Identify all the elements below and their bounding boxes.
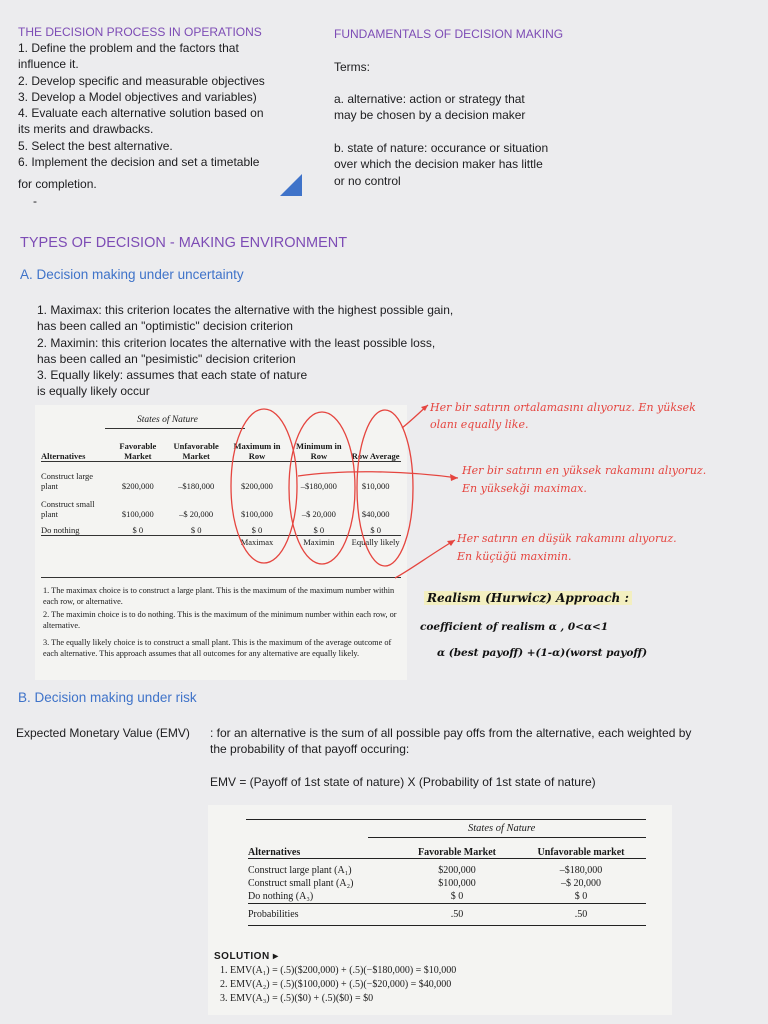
process-step: 5. Select the best alternative. <box>18 138 173 153</box>
process-step: 6. Implement the decision and set a timetable <box>18 155 260 170</box>
col-header: Maximum in Row <box>233 440 281 461</box>
criteria-line: 3. Equally likely: assumes that each state of nature <box>37 368 308 383</box>
note-line: En küçüğü maximin. <box>457 550 572 563</box>
process-step: for completion. <box>18 177 97 192</box>
cell: $ 0 <box>251 524 263 535</box>
cell: $ 0 <box>450 890 464 902</box>
table-row <box>41 519 401 535</box>
realism-coefficient: coefficient of realism α , 0<α<1 <box>420 621 609 633</box>
note-line: En yüksekği maximax. <box>462 482 587 495</box>
environment-title: TYPES OF DECISION - MAKING ENVIRONMENT <box>20 235 348 251</box>
cell: –$180,000 <box>300 481 337 491</box>
note-average <box>430 399 696 433</box>
cell: Construct small plant <box>41 499 95 519</box>
col-header: Row Average <box>351 450 400 461</box>
probability-row <box>248 907 646 921</box>
emv-formula: EMV = (Payoff of 1st state of nature) X (Probability of 1st state of nature) <box>210 775 596 789</box>
solution-line: 1. EMV(A₁) = (.5)($200,000) + (.5)(−$180,000) = $10,000 <box>220 965 457 976</box>
solution-line: 3. EMV(A₃) = (.5)($0) + (.5)($0) = $0 <box>220 993 374 1004</box>
table-header-row <box>248 840 646 858</box>
cell: $40,000 <box>361 509 390 519</box>
decision-table-scan <box>35 405 407 680</box>
cell: $200,000 <box>438 865 476 876</box>
dash: - <box>33 194 37 208</box>
arrow-max-head <box>450 474 458 481</box>
term-state-of-nature <box>334 140 548 189</box>
cell: –$ 20,000 <box>561 878 601 889</box>
note: 3. The equally likely choice is to construct a small plant. This is the maximum of the average outcome of each alternative. This approach assumes that all outcomes for any alternative are equally likely. <box>43 638 392 658</box>
note: 1. The maximax choice is to construct a large plant. This is the maximum of the maximum number within each row, or alternative. <box>43 586 395 606</box>
cell: –$180,000 <box>178 481 215 491</box>
cell: $10,000 <box>361 481 390 491</box>
emv-definition <box>210 725 750 758</box>
process-step: 4. Evaluate each alternative solution based on <box>18 106 264 121</box>
process-step: influence it. <box>18 57 79 72</box>
cell: $100,000 <box>121 509 154 519</box>
cell: $100,000 <box>241 509 273 519</box>
term-alternative <box>334 91 525 124</box>
emv-table <box>248 840 646 926</box>
cell: –$ 20,000 <box>301 509 336 519</box>
table-row <box>248 890 646 903</box>
table-row <box>41 491 401 519</box>
cell: Probabilities <box>248 908 299 920</box>
col-header: Unfavorable market <box>537 846 625 858</box>
realism-formula: α (best payoff) +(1-α)(worst payoff) <box>437 647 648 659</box>
emv-label: Expected Monetary Value (EMV) <box>16 726 190 740</box>
table-notes <box>43 585 401 659</box>
col-header: Alternatives <box>41 450 86 461</box>
table-row <box>248 877 646 890</box>
arrow-avg-head <box>421 405 428 411</box>
term-line: or no control <box>334 173 401 188</box>
process-title: THE DECISION PROCESS IN OPERATIONS <box>18 25 262 39</box>
criteria-line: has been called an "pesimistic" decision criterion <box>37 351 296 366</box>
states-label: States of Nature <box>137 415 198 425</box>
cell: Construct small plant (A₂) <box>248 878 354 889</box>
col-header: Alternatives <box>248 846 301 858</box>
cell: Construct large plant (A₁) <box>248 865 352 876</box>
decision-table <box>41 431 401 551</box>
cell: –$180,000 <box>559 865 603 876</box>
note-line: Her bir satırın en yüksek rakamını alıyoruz. <box>462 464 707 477</box>
col-header: Unfavorable Market <box>173 440 219 461</box>
cell: $ 0 <box>132 524 144 535</box>
cell: .50 <box>574 908 588 920</box>
note-line: Her bir satırın ortalamasını alıyoruz. En yüksek <box>430 401 696 414</box>
terms-label: Terms: <box>334 60 370 74</box>
cell: $ 0 <box>313 524 325 535</box>
process-step: 1. Define the problem and the factors that <box>18 41 239 55</box>
criteria-line: 2. Maximin: this criterion locates the alternative with the least possible loss, <box>37 335 436 350</box>
arrow-min-head <box>447 540 455 546</box>
table-header-row <box>41 431 401 461</box>
realism-title: Realism (Hurwicz) Approach : <box>424 591 632 605</box>
solution-lines <box>220 964 456 1006</box>
criteria-line: is equally likely occur <box>37 384 150 399</box>
criteria-line: has been called an "optimistic" decision criterion <box>37 319 293 334</box>
uncertainty-heading: A. Decision making under uncertainty <box>20 267 244 282</box>
term-line: a. alternative: action or strategy that <box>334 92 525 106</box>
cell: $ 0 <box>190 524 202 535</box>
solution-label: SOLUTION ▸ <box>214 951 279 962</box>
cell: $ 0 <box>370 524 381 535</box>
cell: .50 <box>450 908 464 920</box>
cell: Do nothing <box>41 524 80 535</box>
cell: $ 0 <box>574 890 588 902</box>
cell: $100,000 <box>438 878 476 889</box>
cell: –$ 20,000 <box>179 509 214 519</box>
col-header: Favorable Market <box>119 440 157 461</box>
note: 2. The maximin choice is to do nothing. This is the maximum of the minimum number within each row, or alternative. <box>43 610 397 630</box>
process-step: 3. Develop a Model objectives and variables) <box>18 89 257 104</box>
emv-def-line: the probability of that payoff occuring: <box>210 742 410 757</box>
process-step: its merits and drawbacks. <box>18 122 154 137</box>
fundamentals-title: FUNDAMENTALS OF DECISION MAKING <box>334 27 564 41</box>
criteria-line: 1. Maximax: this criterion locates the alternative with the highest possible gain, <box>37 303 454 317</box>
table-footer-row <box>41 537 401 551</box>
process-steps <box>18 40 318 193</box>
footer-label: Equally likely <box>351 537 400 547</box>
criteria-list <box>37 302 507 400</box>
cell: $200,000 <box>121 481 154 491</box>
term-line: over which the decision maker has little <box>334 157 543 172</box>
note-maximum <box>462 462 706 498</box>
emv-table-scan <box>208 805 672 1015</box>
term-line: b. state of nature: occurance or situation <box>334 141 549 155</box>
states-label: States of Nature <box>468 823 536 834</box>
col-header: Favorable Market <box>417 846 497 858</box>
process-step: 2. Develop specific and measurable objectives <box>18 73 265 88</box>
table-row <box>41 463 401 491</box>
footer-label: Maximin <box>303 537 335 547</box>
col-header: Minimum in Row <box>296 440 342 461</box>
note-minimum <box>457 530 677 566</box>
cell: $200,000 <box>241 481 273 491</box>
risk-heading: B. Decision making under risk <box>18 690 197 705</box>
footer-label: Maximax <box>240 537 274 547</box>
resize-handle-icon[interactable] <box>280 174 302 196</box>
solution-line: 2. EMV(A₂) = (.5)($100,000) + (.5)(−$20,000) = $40,000 <box>220 979 452 990</box>
note-line: Her satırın en düşük rakamını alıyoruz. <box>457 532 677 545</box>
table-row <box>248 864 646 877</box>
cell: Construct large plant <box>41 471 94 491</box>
term-line: may be chosen by a decision maker <box>334 108 526 123</box>
emv-def-line: : for an alternative is the sum of all possible pay offs from the alternative, each weighted by <box>210 726 692 740</box>
note-line: olanı equally like. <box>430 418 529 431</box>
cell: Do nothing (A₃) <box>248 890 314 902</box>
